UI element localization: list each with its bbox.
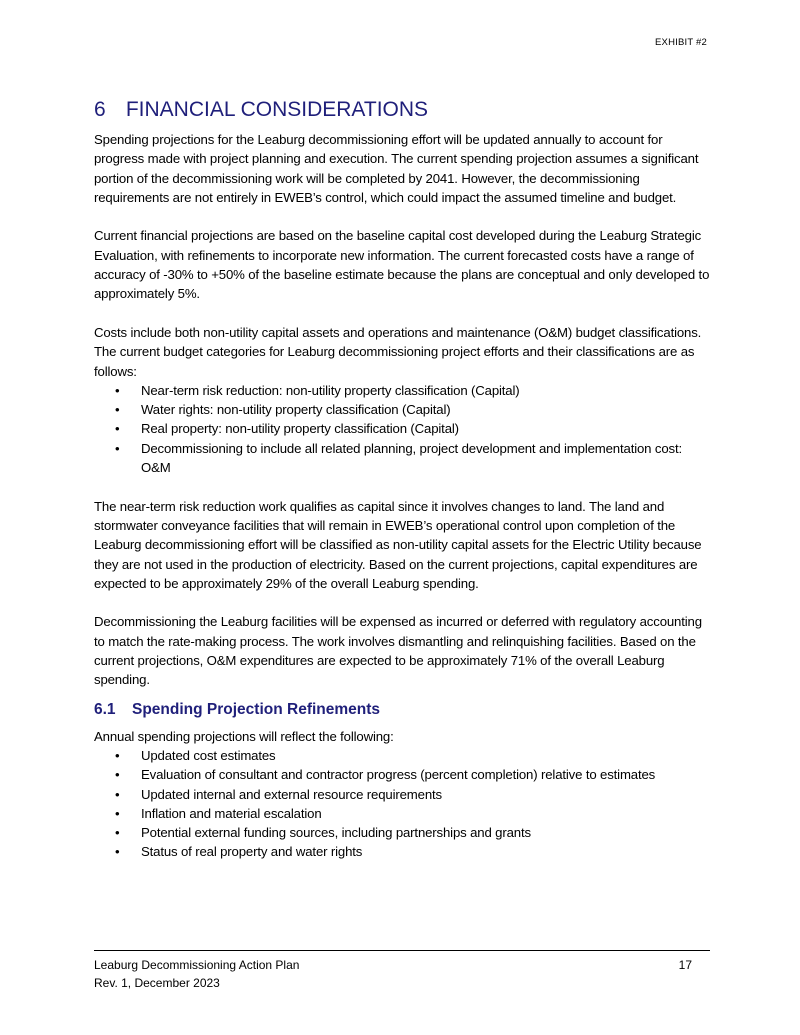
bullet-icon: •: [115, 844, 120, 860]
footer-revision: Rev. 1, December 2023: [94, 976, 220, 990]
refinements-list: [94, 746, 710, 862]
list-item: • Water rights: non-utility property classification (Capital): [94, 400, 710, 419]
section-heading: [94, 96, 710, 124]
bullet-icon: •: [115, 786, 120, 802]
list-item: • Evaluation of consultant and contractor progress (percent completion) relative to estimates: [94, 765, 710, 784]
list-item: • Updated cost estimates: [94, 746, 710, 765]
subsection-title: Spending Projection Refinements: [132, 700, 381, 718]
page-number: 17: [678, 958, 692, 972]
list-item: • Real property: non-utility property classification (Capital): [94, 419, 710, 438]
subsection-heading: [94, 699, 710, 721]
paragraph-costs: Costs include both non-utility capital assets and operations and maintenance (O&M) budget classifications. The current budget categories for Leaburg decommissioning project efforts and their classifications are as follows:: [94, 324, 702, 379]
section-title: FINANCIAL CONSIDERATIONS: [125, 98, 429, 121]
subsection-intro: Annual spending projections will reflect the following:: [94, 728, 394, 744]
list-item: • Updated internal and external resource requirements: [94, 785, 710, 804]
page-body: [94, 96, 710, 862]
section-number: 6: [94, 98, 106, 121]
bullet-icon: •: [115, 402, 120, 418]
list-item: • Near-term risk reduction: non-utility property classification (Capital): [94, 381, 710, 400]
list-item: • Potential external funding sources, including partnerships and grants: [94, 823, 710, 842]
paragraph-capital: The near-term risk reduction work qualifies as capital since it involves changes to land. The land and stormwater conveyance facilities that will remain in EWEB’s operational control upon completion of the Leaburg decommissioning effort will be classified as non-utility capital assets for the Electric Utility because they are not used in the production of electricity. Based on the current projections, capital expenditures are expected to be approximately 29% of the overall Leaburg spending.: [94, 498, 702, 591]
page-footer: [94, 950, 710, 992]
bullet-icon: •: [115, 382, 120, 398]
subsection-number: 6.1: [94, 700, 116, 718]
bullet-icon: •: [115, 421, 120, 437]
paragraph-accuracy: Current financial projections are based on the baseline capital cost developed during the Leaburg Strategic Evaluation, with refinements to incorporate new information. The current forecasted costs have a range of accuracy of -30% to +50% of the baseline estimate because the plans are conceptual and only developed to approximately 5%.: [94, 228, 710, 302]
bullet-icon: •: [115, 747, 120, 763]
exhibit-label: EXHIBIT #2: [655, 37, 707, 48]
footer-document-title: Leaburg Decommissioning Action Plan: [94, 958, 300, 972]
bullet-icon: •: [115, 767, 120, 783]
budget-categories-list: [94, 381, 710, 477]
bullet-icon: •: [115, 805, 120, 821]
bullet-icon: •: [115, 440, 120, 456]
list-item: • Status of real property and water rights: [94, 842, 710, 861]
list-item: • Decommissioning to include all related planning, project development and implementation cost: O&M: [115, 440, 682, 476]
list-item: • Inflation and material escalation: [94, 804, 710, 823]
paragraph-om: Decommissioning the Leaburg facilities will be expensed as incurred or deferred with regulatory accounting to match the rate-making process. The work involves dismantling and relinquishing facilities. Based on the current projections, O&M expenditures are expected to be approximately 71% of the overall Leaburg spending.: [94, 614, 702, 688]
paragraph-timeline: Spending projections for the Leaburg decommissioning effort will be updated annually to account for progress made with project planning and execution. The current spending projection assumes a significant portion of the decommissioning work will be completed by 2041. However, the decommissioning requirements are not entirely in EWEB’s control, which could impact the assumed timeline and budget.: [94, 132, 699, 205]
bullet-icon: •: [115, 825, 120, 841]
